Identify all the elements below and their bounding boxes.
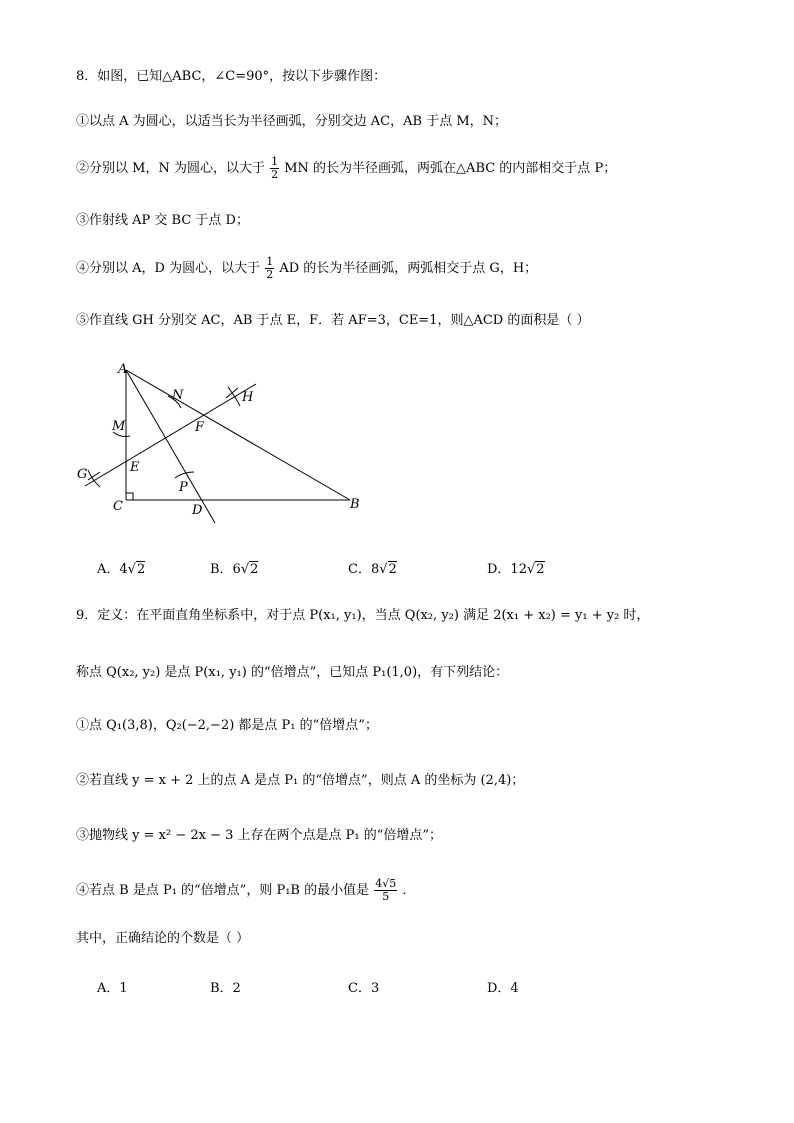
option-b-text: B．6: [210, 562, 241, 577]
q9-item4-text-a: ④若点 B 是点 P₁ 的“倍增点”，则 P₁B 的最小值是: [76, 883, 370, 898]
q9-item1: ①点 Q₁(3,8)，Q₂(−2,−2) 都是点 P₁ 的“倍增点”；: [76, 718, 378, 733]
q9-option-c[interactable]: C．3: [348, 981, 380, 996]
label-c: C: [113, 499, 123, 514]
label-m: M: [112, 419, 126, 434]
label-b: B: [350, 497, 360, 512]
fraction-numerator: 4√5: [375, 877, 397, 890]
q8-step4-text-b: AD 的长为半径画弧，两弧相交于点 G，H；: [279, 261, 538, 276]
arc-h: [228, 387, 240, 406]
arc-p: [175, 472, 194, 478]
fraction-denominator: 2: [266, 268, 274, 281]
q9-item4-text-b: ．: [402, 883, 416, 898]
sqrt-symbol: √: [240, 562, 250, 577]
q9-question: 其中，正确结论的个数是（ ）: [76, 931, 250, 946]
label-d: D: [192, 503, 203, 518]
q8-step5: ⑤作直线 GH 分别交 AC，AB 于点 E，F．若 AF=3，CE=1，则△ACD 的面积是（ ）: [76, 313, 590, 328]
q8-step4-text-a: ④分别以 A，D 为圆心，以大于: [76, 261, 261, 276]
q8-step2-text-b: MN 的长为半径画弧，两弧在△ABC 的内部相交于点 P；: [284, 161, 617, 176]
q9-line1: 9．定义：在平面直角坐标系中，对于点 P(x₁, y₁)，当点 Q(x₂, y₂) 满足 2(x₁ + x₂) = y₁ + y₂ 时，: [76, 608, 650, 623]
q9-item4-fraction: [374, 878, 397, 903]
side-ab: [126, 370, 350, 500]
q9-item4: [76, 878, 415, 903]
q8-step2-fraction: [270, 156, 279, 181]
q8-step4: [76, 256, 537, 281]
fraction-numerator: 1: [266, 255, 274, 268]
label-a: A: [118, 362, 128, 377]
q8-geometry-figure: [70, 355, 370, 535]
q8-option-c[interactable]: [348, 558, 397, 577]
label-p: P: [179, 480, 188, 495]
label-g: G: [77, 467, 88, 482]
sqrt-symbol: √: [127, 562, 136, 577]
option-c-text: C．8: [348, 562, 380, 577]
label-e: E: [130, 460, 140, 475]
q9-item2: ②若直线 y = x + 2 上的点 A 是点 P₁ 的“倍增点”，则点 A 的坐标为 (2,4)；: [76, 773, 525, 788]
q9-option-a[interactable]: A．1: [97, 981, 128, 996]
option-d-radicand: 2: [536, 562, 545, 577]
option-c-radicand: 2: [388, 562, 397, 577]
q8-option-d[interactable]: [487, 558, 545, 577]
label-h: H: [242, 390, 254, 405]
option-b-radicand: 2: [250, 562, 259, 577]
q8-option-b[interactable]: [210, 558, 258, 577]
q9-line2: 称点 Q(x₂, y₂) 是点 P(x₁, y₁) 的“倍增点”，已知点 P₁(1,0)，有下列结论：: [76, 665, 509, 680]
line-gh: [85, 384, 256, 486]
q8-step3: ③作射线 AP 交 BC 于点 D；: [76, 213, 249, 228]
q8-step1: ①以点 A 为圆心，以适当长为半径画弧，分别交边 AC，AB 于点 M，N；: [76, 114, 508, 129]
q8-stem: 8．如图，已知△ABC，∠C=90°，按以下步骤作图：: [76, 69, 387, 84]
sqrt-symbol: √: [379, 562, 388, 577]
option-a-radicand: 2: [136, 562, 146, 577]
fraction-numerator: 1: [271, 155, 279, 168]
q9-option-d[interactable]: D．4: [487, 981, 519, 996]
option-a-text: A．4: [97, 562, 128, 577]
right-angle-mark: [126, 493, 133, 500]
q8-step2-text-a: ②分别以 M，N 为圆心，以大于: [76, 161, 265, 176]
fraction-denominator: 2: [271, 168, 279, 181]
fraction-denominator: 5: [382, 890, 390, 903]
q8-step2: [76, 156, 616, 181]
sqrt-symbol: √: [526, 562, 536, 577]
option-d-text: D．12: [487, 562, 527, 577]
label-n: N: [172, 388, 184, 403]
label-f: F: [195, 420, 205, 435]
q8-option-a[interactable]: [97, 558, 145, 577]
q9-item3: ③抛物线 y = x² − 2x − 3 上存在两个点是点 P₁ 的“倍增点”；: [76, 828, 443, 843]
q9-option-b[interactable]: B．2: [210, 981, 241, 996]
q8-step4-fraction: [265, 256, 274, 281]
